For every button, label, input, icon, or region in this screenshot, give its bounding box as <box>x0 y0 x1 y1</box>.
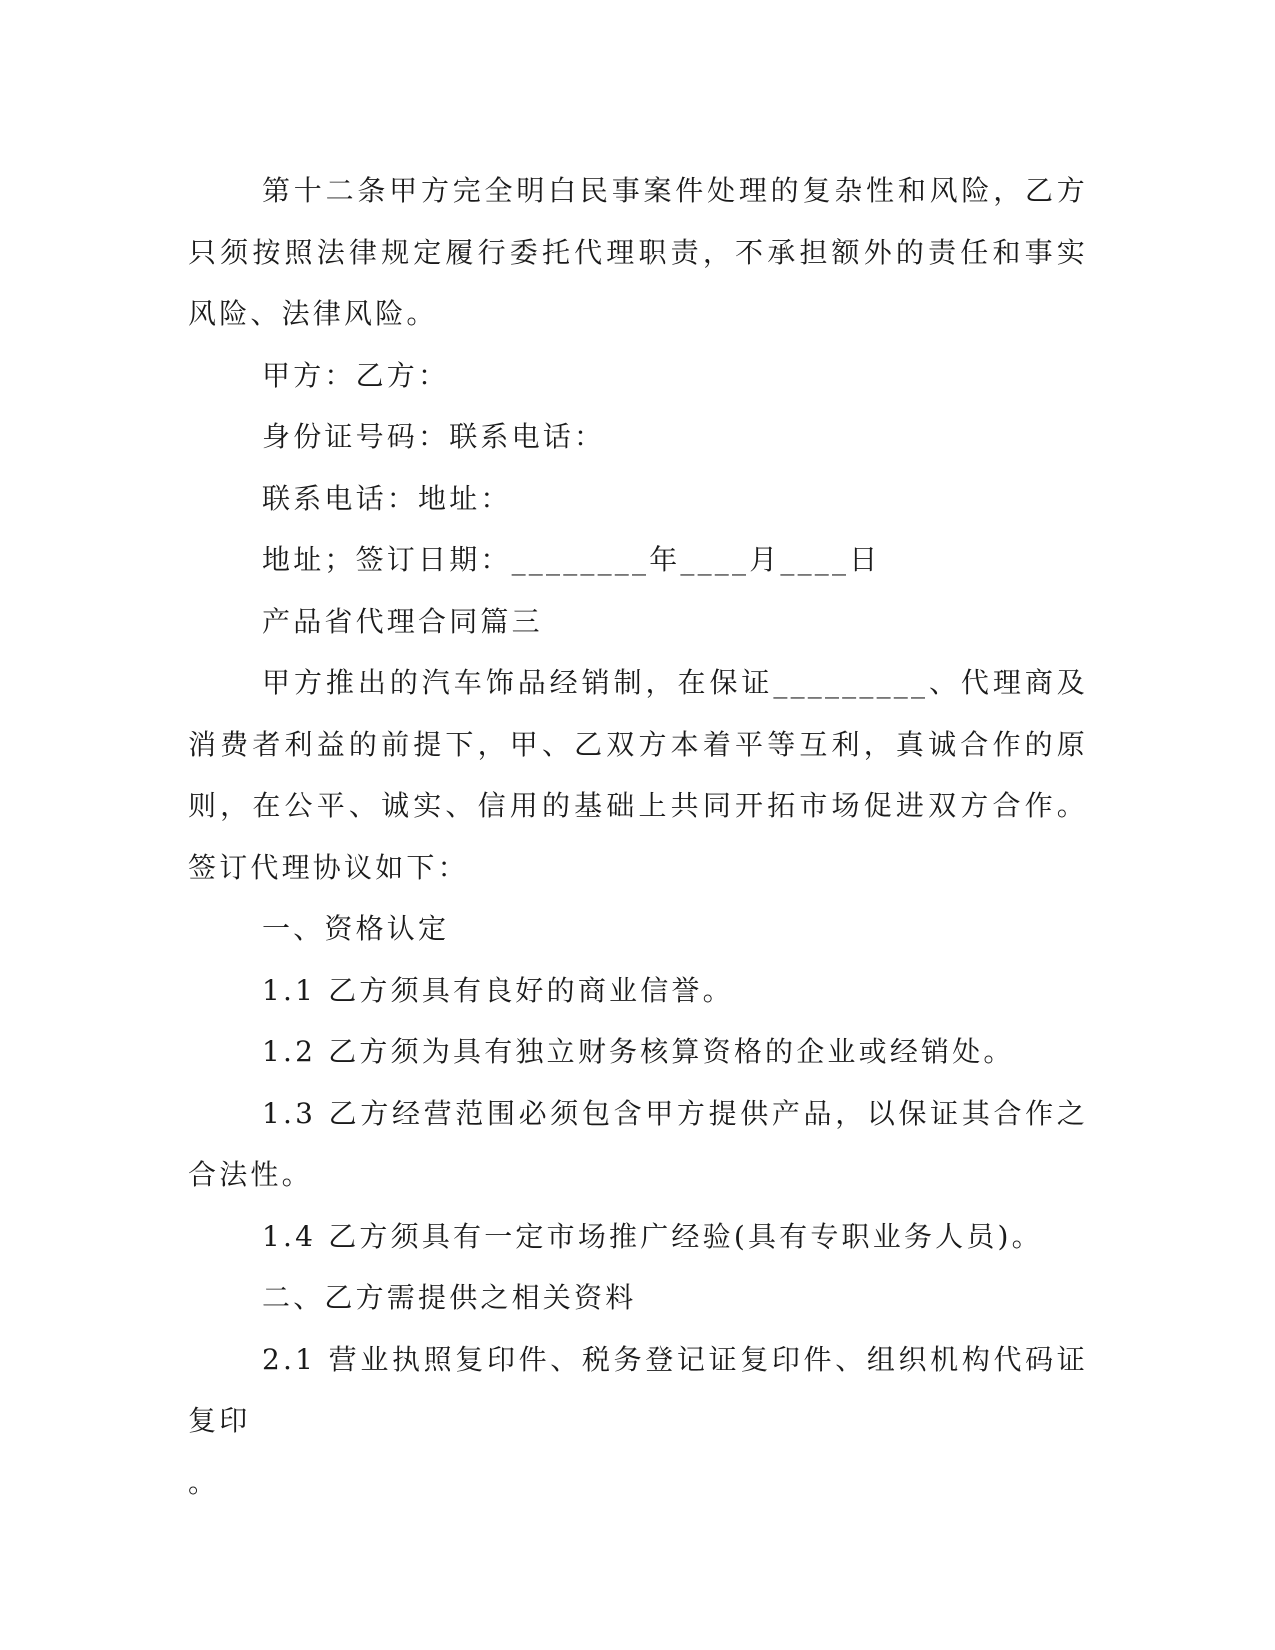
party-a-b-line: 甲方：乙方： <box>262 358 450 392</box>
phone-address-line: 联系电话：地址： <box>262 481 512 515</box>
clause-1-1: 1.1 乙方须具有良好的商业信誉。 <box>262 973 734 1007</box>
document-body <box>188 160 1088 1513</box>
clause-2-1: 2.1 营业执照复印件、税务登记证复印件、组织机构代码证复印 <box>188 1342 1088 1437</box>
clause-1-4: 1.4 乙方须具有一定市场推广经验(具有专职业务人员)。 <box>262 1219 1043 1253</box>
clause-1-3: 1.3 乙方经营范围必须包含甲方提供产品，以保证其合作之合法性。 <box>188 1096 1088 1191</box>
address-sign-date-line: 地址；签订日期：________年____月____日 <box>262 543 881 576</box>
paragraph-intro: 甲方推出的汽车饰品经销制，在保证_________、代理商及消费者利益的前提下，甲、乙双方本着平等互利，真诚合作的原则，在公平、诚实、信用的基础上共同开拓市场促进双方合作。签订代理协议如下： <box>188 666 1088 884</box>
trailing-period: 。 <box>188 1465 220 1499</box>
section-title: 产品省代理合同篇三 <box>262 604 543 638</box>
heading-qualification: 一、资格认定 <box>262 912 450 945</box>
paragraph-article-12: 第十二条甲方完全明白民事案件处理的复杂性和风险，乙方只须按照法律规定履行委托代理职责，不承担额外的责任和事实风险、法律风险。 <box>188 174 1088 330</box>
heading-required-documents: 二、乙方需提供之相关资料 <box>262 1281 637 1314</box>
id-number-phone-line: 身份证号码：联系电话： <box>262 420 606 453</box>
clause-1-2: 1.2 乙方须为具有独立财务核算资格的企业或经销处。 <box>262 1035 1015 1068</box>
